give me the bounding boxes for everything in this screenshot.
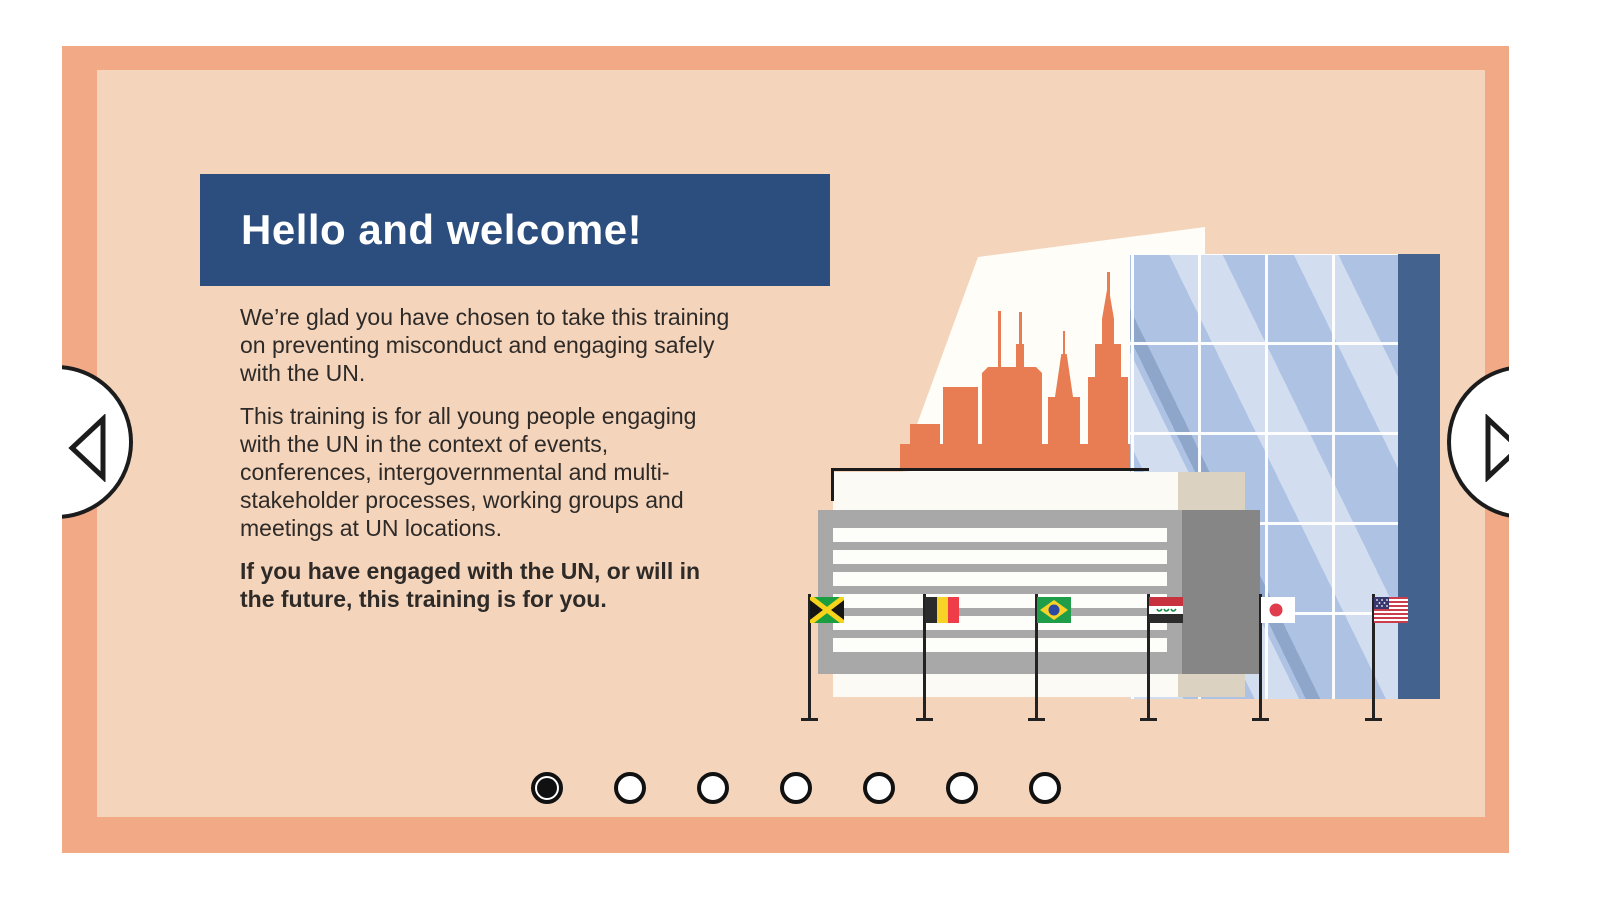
slide-dot-5[interactable] xyxy=(863,772,895,804)
skyline-tower xyxy=(982,367,1042,471)
slide-body-text xyxy=(240,303,737,628)
chevron-right-icon xyxy=(1484,414,1509,482)
skyline-needle xyxy=(1063,331,1065,354)
empire-building-top xyxy=(1102,319,1114,471)
skyline-building xyxy=(910,424,940,471)
flagpole-base xyxy=(916,718,933,721)
skyline-spire-tower xyxy=(1048,397,1080,471)
city-skyline xyxy=(885,264,1135,471)
flag-japan xyxy=(1261,597,1295,623)
skyline-antenna xyxy=(998,311,1001,471)
skyline-spire xyxy=(1055,354,1073,397)
assembly-facade xyxy=(818,510,1182,674)
carousel-dots xyxy=(531,772,1061,804)
glass-tower-side xyxy=(1398,254,1440,699)
roof-outline xyxy=(831,468,1149,471)
flagpole-base xyxy=(1365,718,1382,721)
skyline-building xyxy=(943,387,978,471)
slide-dot-6[interactable] xyxy=(946,772,978,804)
paragraph-emphasis: If you have engaged with the UN, or will in the future, this training is for you. xyxy=(240,558,701,612)
slide-dot-3[interactable] xyxy=(697,772,729,804)
assembly-dark-wing xyxy=(1182,510,1260,674)
flag-united-states xyxy=(1374,597,1408,623)
flag-brazil xyxy=(1037,597,1071,623)
flag-iraq xyxy=(1149,597,1183,623)
slide-card xyxy=(97,70,1485,817)
slide-frame xyxy=(62,46,1509,853)
flagpole-base xyxy=(801,718,818,721)
chevron-left-icon xyxy=(67,414,107,482)
un-building-illustration xyxy=(775,219,1475,729)
facade-window-stripes xyxy=(833,528,1167,652)
slide-title: Hello and welcome! xyxy=(241,206,643,253)
skyline-antenna-base xyxy=(1016,344,1024,471)
paragraph-intro: We’re glad you have chosen to take this training on preventing misconduct and engaging safely with the UN. xyxy=(240,304,730,386)
flagpole-base xyxy=(1140,718,1157,721)
slide-dot-7[interactable] xyxy=(1029,772,1061,804)
slide-dot-4[interactable] xyxy=(780,772,812,804)
flagpole-base xyxy=(1252,718,1269,721)
slide-dot-1[interactable] xyxy=(531,772,563,804)
flagpole-base xyxy=(1028,718,1045,721)
flag-belgium xyxy=(925,597,959,623)
slide-title-box xyxy=(200,174,830,286)
empire-needle xyxy=(1107,272,1110,327)
paragraph-audience: This training is for all young people engaging with the UN in the context of events, conferences, intergovernmental and multi-stakeholder processes, working groups and meetings at UN locations. xyxy=(240,403,697,541)
flag-jamaica xyxy=(810,597,844,623)
roof-outline-corner xyxy=(831,468,834,501)
slide-dot-2[interactable] xyxy=(614,772,646,804)
